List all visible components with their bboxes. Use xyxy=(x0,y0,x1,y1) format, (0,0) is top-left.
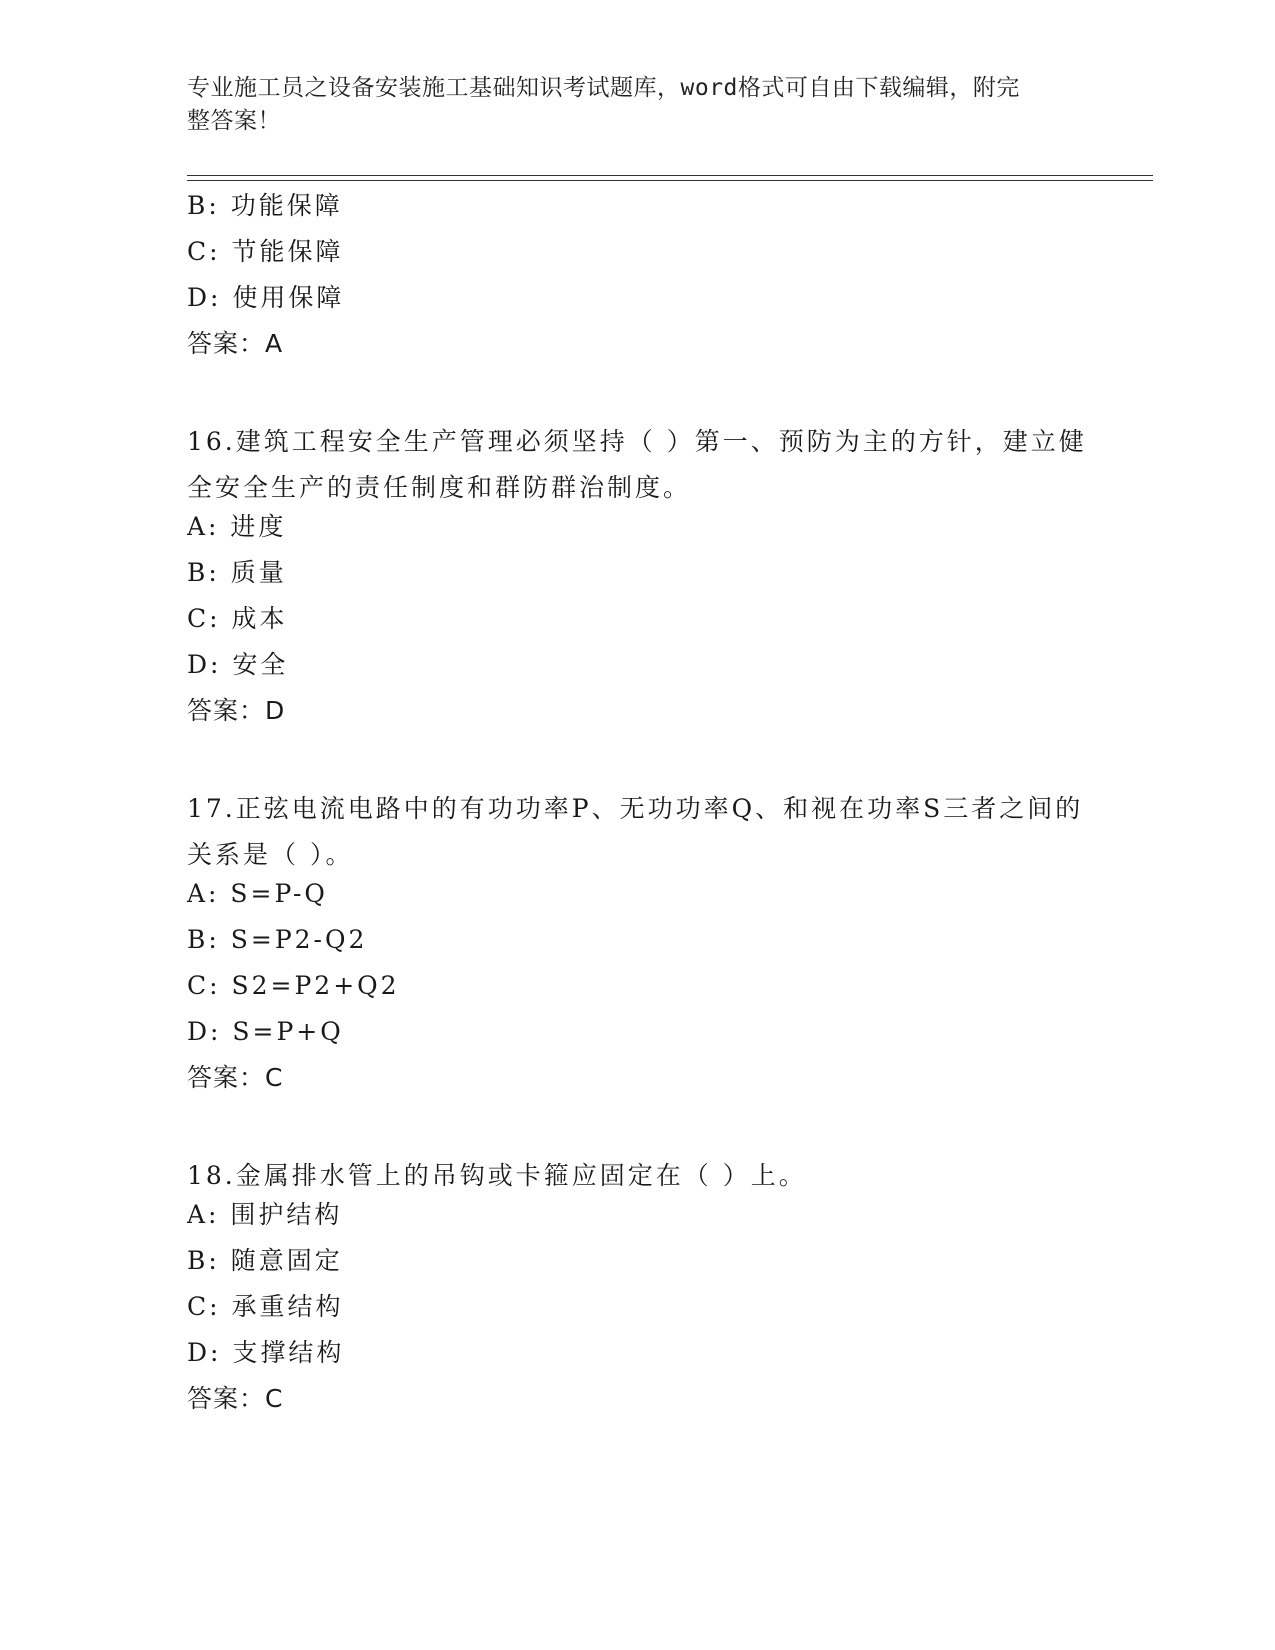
question-18 xyxy=(187,1153,1087,1429)
option-c: C: 承重结构 xyxy=(187,1292,344,1321)
question-16 xyxy=(187,419,1087,741)
answer-line: 答案：C xyxy=(187,1063,284,1092)
option-b: B: 功能保障 xyxy=(187,191,343,220)
answer-line: 答案：A xyxy=(187,329,284,358)
option-d: D: 支撑结构 xyxy=(187,1338,345,1367)
question-text: 18.金属排水管上的吊钩或卡箍应固定在（ ）上。 xyxy=(187,1161,807,1190)
header-line-2: 整答案！ xyxy=(187,108,281,134)
option-a: A: 进度 xyxy=(187,512,287,541)
option-a: A: S=P-Q xyxy=(187,879,328,908)
document-header xyxy=(187,72,1067,138)
option-c: C: 成本 xyxy=(187,604,288,633)
option-b: B: S=P2-Q2 xyxy=(187,925,368,954)
question-15-continued xyxy=(187,190,1087,374)
answer-line: 答案：C xyxy=(187,1384,284,1413)
option-a: A: 围护结构 xyxy=(187,1200,343,1229)
option-d: D: 使用保障 xyxy=(187,283,345,312)
option-d: D: 安全 xyxy=(187,650,289,679)
header-divider-top xyxy=(187,175,1153,176)
question-text: 17.正弦电流电路中的有功功率P、无功功率Q、和视在功率S三者之间的关系是（ ）。 xyxy=(187,794,1084,869)
header-divider-bottom xyxy=(187,180,1153,181)
question-text: 16.建筑工程安全生产管理必须坚持（ ）第一、预防为主的方针，建立健全安全生产的责任制度和群防群治制度。 xyxy=(187,427,1087,502)
question-17 xyxy=(187,786,1087,1108)
option-c: C: 节能保障 xyxy=(187,237,344,266)
question-list xyxy=(187,190,1087,1429)
option-c: C: S2=P2+Q2 xyxy=(187,971,400,1000)
answer-line: 答案：D xyxy=(187,696,286,725)
header-line-1: 专业施工员之设备安装施工基础知识考试题库，word格式可自由下载编辑，附完 xyxy=(187,75,1020,101)
option-b: B: 随意固定 xyxy=(187,1246,343,1275)
option-d: D: S=P+Q xyxy=(187,1017,344,1046)
option-b: B: 质量 xyxy=(187,558,287,587)
